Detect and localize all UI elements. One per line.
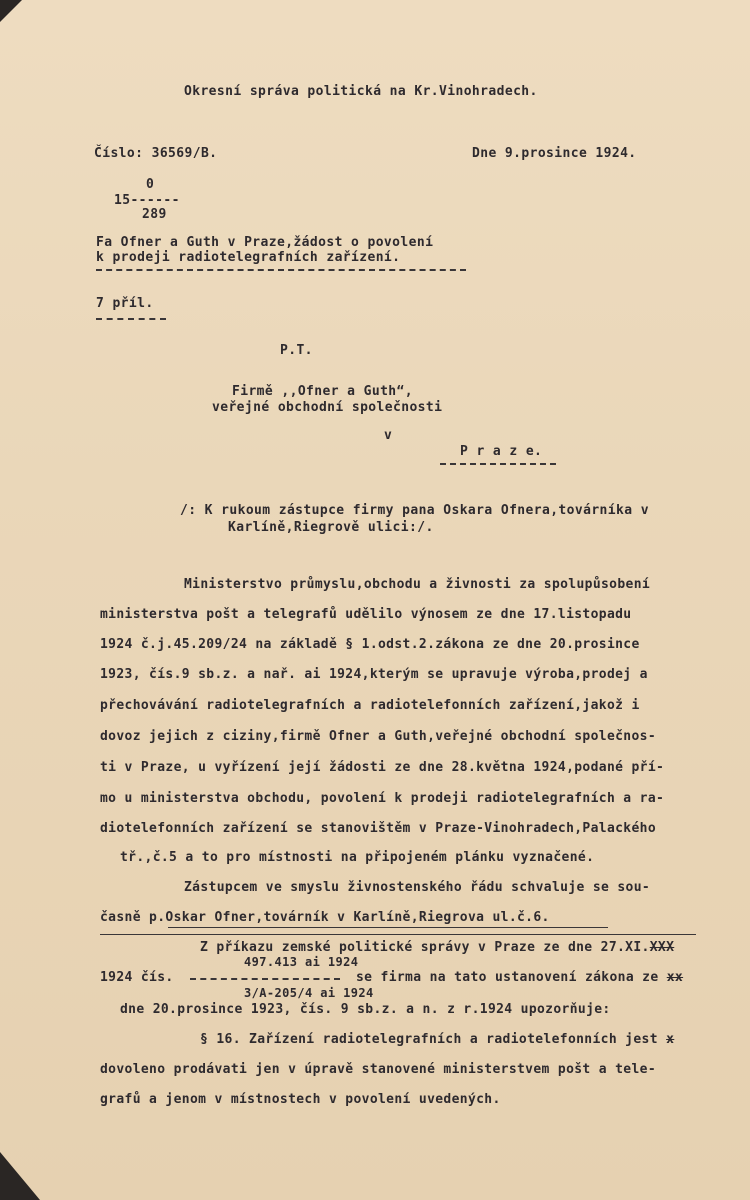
paragraph-3-line-3: dne 20.prosince 1923, čís. 9 sb.z. a n. z r.1924 upozorňuje: xyxy=(120,1002,611,1017)
attachments-count: 7 příl. xyxy=(96,296,154,311)
paragraph-1-line: ministerstva pošt a telegrafů udělilo výnosem ze dne 17.listopadu xyxy=(100,607,632,622)
paragraph-1-line: ti v Praze, u vyřízení její žádosti ze dne 28.května 1924,podané pří- xyxy=(100,760,665,775)
addressee-city: P r a z e. xyxy=(460,444,543,459)
section-divider xyxy=(100,934,696,935)
struck-text: XXX xyxy=(649,940,675,955)
paragraph-3-line-2a: 1924 čís. xyxy=(100,970,174,985)
scan-corner-bottom xyxy=(0,1152,40,1200)
scan-corner-top xyxy=(0,0,22,22)
paragraph-3-text: Z příkazu zemské politické správy v Praze ze dne 27.XI. xyxy=(200,940,650,955)
paragraph-1-line: dovoz jejich z ciziny,firmě Ofner a Guth,veřejné obchodní společnos- xyxy=(100,729,657,744)
paragraph-1-line: mo u ministerstva obchodu, povolení k prodeji radiotelegrafních a ra- xyxy=(100,791,665,806)
addressee-line-3: v xyxy=(384,428,393,443)
delivery-note-line-1: /: K rukoum zástupce firmy pana Oskara Ofnera,továrníka v xyxy=(180,503,649,518)
paragraph-1-line: diotelefonních zařízení se stanovištěm v Praze-Vinohradech,Palackého xyxy=(100,821,657,836)
filing-ref-bottom: 289 xyxy=(142,207,167,222)
paragraph-3-ref-bottom: 3/A-205/4 ai 1924 xyxy=(244,986,374,1000)
paragraph-1-line: 1923, čís.9 sb.z. a nař. ai 1924,kterým se upravuje výroba,prodej a xyxy=(100,667,648,682)
addressee-line-2: veřejné obchodní společnosti xyxy=(212,400,443,415)
reference-dash-line xyxy=(190,978,340,980)
paragraph-2-underline xyxy=(168,927,608,928)
struck-text: xx xyxy=(666,970,684,985)
paragraph-2-line: časně p.Oskar Ofner,továrník v Karlíně,Riegrova ul.č.6. xyxy=(100,910,550,925)
filing-ref-top: 0 xyxy=(146,177,155,192)
paragraph-1-line: tř.,č.5 a to pro místnosti na připojeném plánku vyznačené. xyxy=(120,850,595,865)
filing-ref-mid: 15------ xyxy=(114,193,180,208)
paragraph-2-line: Zástupcem ve smyslu živnostenského řádu schvaluje se sou- xyxy=(184,880,651,895)
reference-number: Číslo: 36569/B. xyxy=(94,146,218,161)
addressee-line-1: Firmě ,,Ofner a Guth“, xyxy=(232,384,413,399)
paragraph-1-line: přechovávání radiotelegrafních a radiotelefonních zařízení,jakož i xyxy=(100,698,640,713)
struck-text: x xyxy=(666,1032,675,1047)
office-heading: Okresní správa politická na Kr.Vinohradech. xyxy=(184,84,538,99)
paragraph-4-line: grafů a jenom v místnostech v povolení uvedených. xyxy=(100,1092,501,1107)
attachments-underline xyxy=(96,318,166,320)
subject-line-2: k prodeji radiotelegrafních zařízení. xyxy=(96,250,401,265)
subject-line-1: Fa Ofner a Guth v Praze,žádost o povolení xyxy=(96,235,434,250)
paragraph-3-ref-top: 497.413 ai 1924 xyxy=(244,955,359,969)
city-underline xyxy=(440,463,556,465)
subject-underline xyxy=(96,269,466,271)
paragraph-3-text: se firma na tato ustanovení zákona ze xyxy=(356,970,659,985)
paragraph-1-line: 1924 č.j.45.209/24 na základě § 1.odst.2.zákona ze dne 20.prosince xyxy=(100,637,640,652)
paragraph-4-text: § 16. Zařízení radiotelegrafních a radiotelefonních jest xyxy=(200,1032,658,1047)
salutation: P.T. xyxy=(280,343,313,358)
paragraph-4-line: dovoleno prodávati jen v úpravě stanovené ministerstvem pošt a tele- xyxy=(100,1062,657,1077)
paragraph-1-line: Ministerstvo průmyslu,obchodu a živnosti za spolupůsobení xyxy=(184,577,651,592)
delivery-note-line-2: Karlíně,Riegrově ulici:/. xyxy=(228,520,434,535)
paragraph-3-line-2b xyxy=(356,970,683,986)
paragraph-4-line-1 xyxy=(200,1032,674,1048)
document-date: Dne 9.prosince 1924. xyxy=(472,146,637,161)
